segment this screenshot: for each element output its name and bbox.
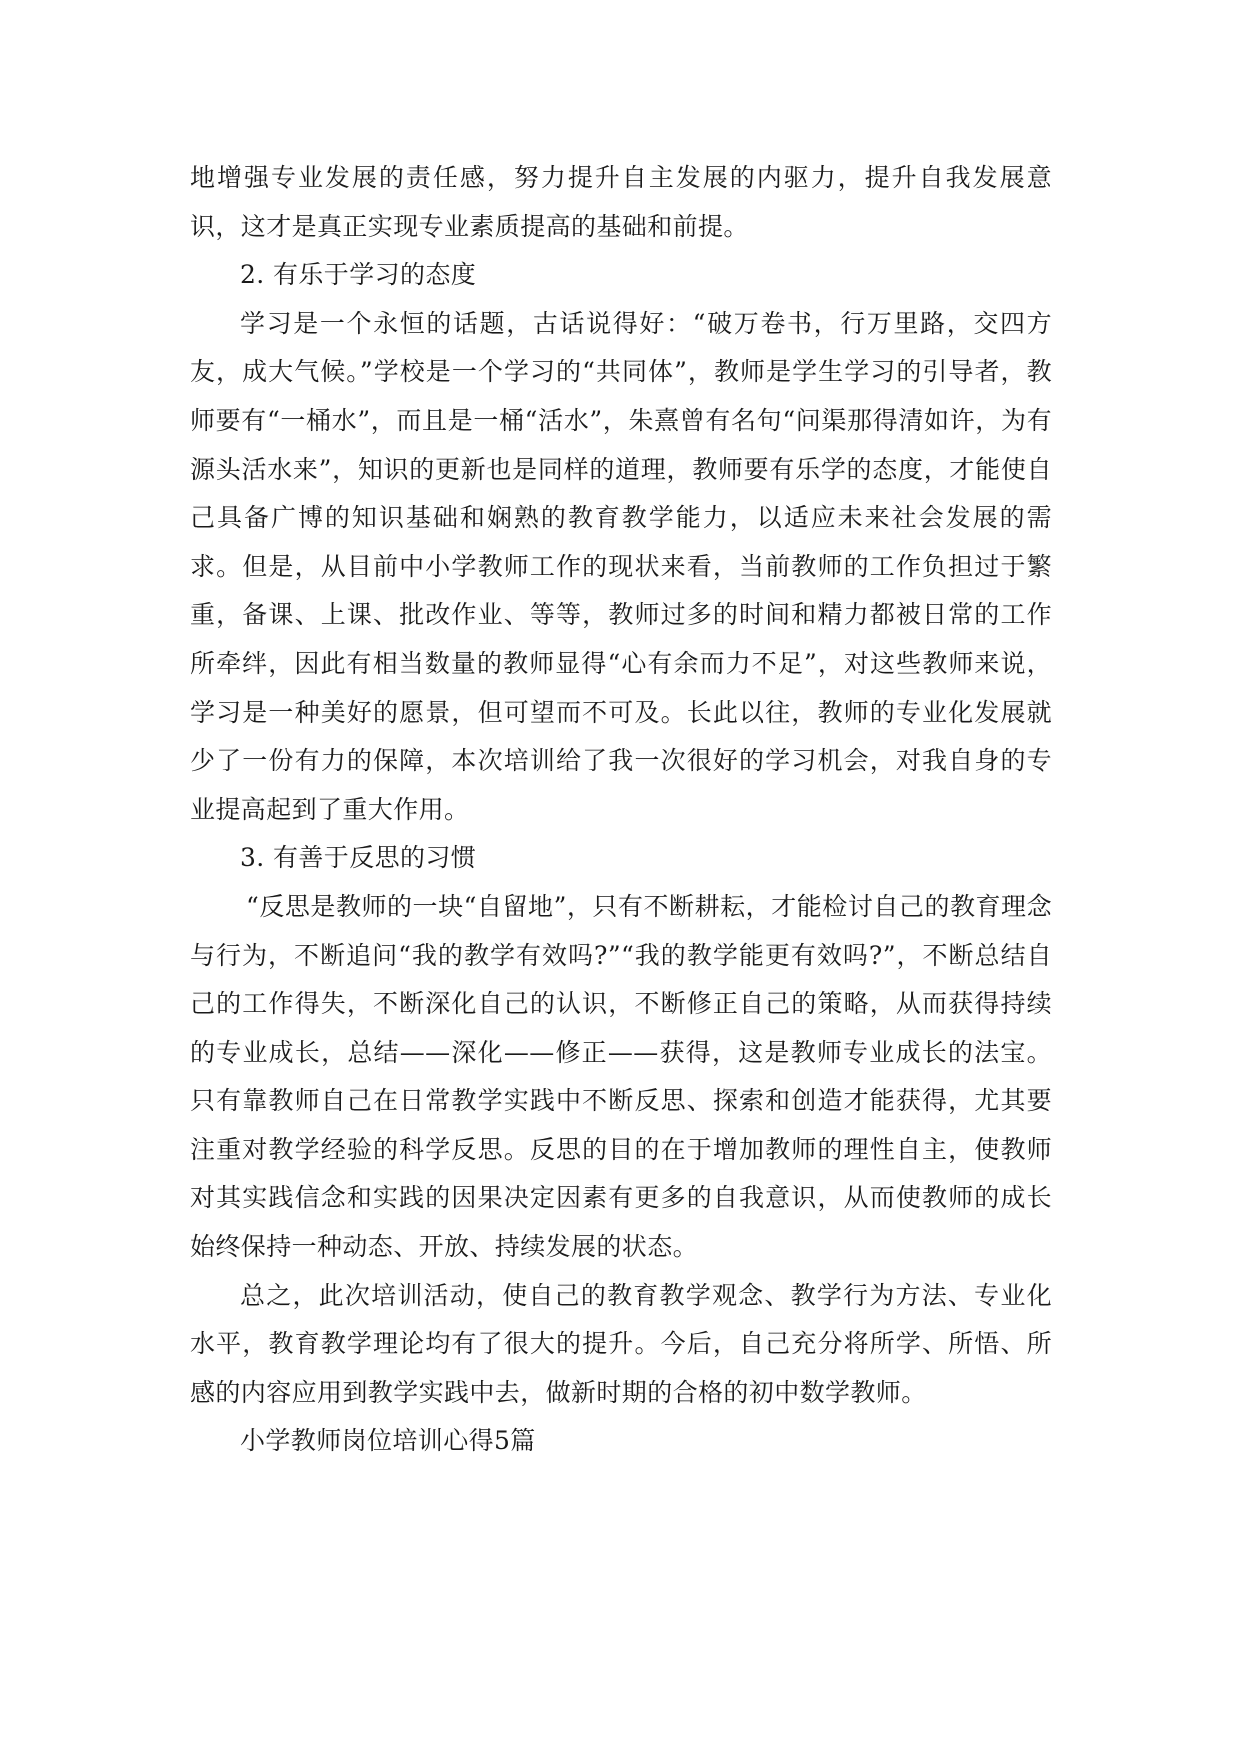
document-body	[190, 154, 1052, 1466]
paragraph-reflection: “反思是教师的一块“自留地”，只有不断耕耘，才能检讨自己的教育理念与行为，不断追问“我的教学有效吗?”“我的教学能更有效吗?”，不断总结自己的工作得失，不断深化自己的认识，不断修正自己的策略，从而获得持续的专业成长，总结——深化——修正——获得，这是教师专业成长的法宝。只有靠教师自己在日常教学实践中不断反思、探索和创造才能获得，尤其要注重对教学经验的科学反思。反思的目的在于增加教师的理性自主，使教师对其实践信念和实践的因果决定因素有更多的自我意识，从而使教师的成长始终保持一种动态、开放、持续发展的状态。	[190, 891, 1052, 1262]
next-article-title: 小学教师岗位培训心得5篇	[240, 1426, 536, 1456]
paragraph-continued: 地增强专业发展的责任感，努力提升自主发展的内驱力，提升自我发展意识，这才是真正实现专业素质提高的基础和前提。	[190, 163, 1052, 241]
paragraph-learning: 学习是一个永恒的话题，古话说得好：“破万卷书，行万里路，交四方友，成大气候。”学校是一个学习的“共同体”，教师是学生学习的引导者，教师要有“一桶水”，而且是一桶“活水”，朱熹曾有名句“问渠那得清如许，为有源头活水来”，知识的更新也是同样的道理，教师要有乐学的态度，才能使自己具备广博的知识基础和娴熟的教育教学能力，以适应未来社会发展的需求。但是，从目前中小学教师工作的现状来看，当前教师的工作负担过于繁重，备课、上课、批改作业、等等，教师过多的时间和精力都被日常的工作所牵绊，因此有相当数量的教师显得“心有余而力不足”，对这些教师来说，学习是一种美好的愿景，但可望而不可及。长此以往，教师的专业化发展就少了一份有力的保障，本次培训给了我一次很好的学习机会，对我自身的专业提高起到了重大作用。	[190, 308, 1052, 824]
section-heading-reflection-habit: 3. 有善于反思的习惯	[240, 843, 477, 873]
section-heading-learning-attitude: 2. 有乐于学习的态度	[240, 260, 477, 290]
paragraph-summary: 总之，此次培训活动，使自己的教育教学观念、教学行为方法、专业化水平，教育教学理论均有了很大的提升。今后，自己充分将所学、所悟、所感的内容应用到教学实践中去，做新时期的合格的初中数学教师。	[190, 1280, 1052, 1407]
